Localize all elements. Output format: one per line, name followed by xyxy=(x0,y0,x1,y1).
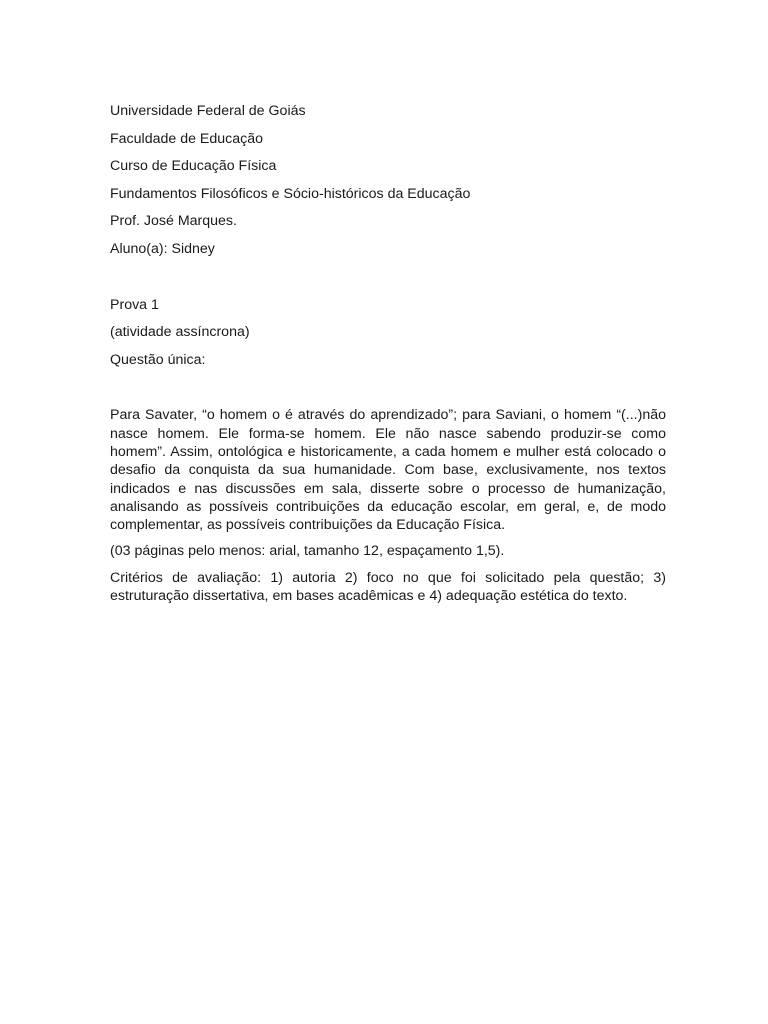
exam-title: Prova 1 xyxy=(110,296,159,313)
subject-name: Fundamentos Filosóficos e Sócio-históricos da Educação xyxy=(110,185,471,202)
spacer xyxy=(110,378,666,406)
faculty-name: Faculdade de Educação xyxy=(110,130,264,147)
exam-subtitle: (atividade assíncrona) xyxy=(110,324,250,341)
document-content xyxy=(110,102,666,613)
student-name: Aluno(a): Sidney xyxy=(110,240,215,257)
spacer xyxy=(110,268,666,296)
course-name: Curso de Educação Física xyxy=(110,158,277,175)
question-text: Para Savater, “o homem o é através do aprendizado”; para Saviani, o homem “(...)não nasce homem. Ele forma-se homem. Ele não nasce sabendo produzir-se como homem”. Assim, ontológica e historicamente, a cada homem e mulher está colocado o desafio da conquista da sua humanidade. Com base, exclusivamente, nos textos indicados e nas discussões em sala, disserte sobre o processo de humanização, analisando as possíveis contribuições da educação escolar, em geral, e, de modo complementar, as possíveis contribuições da Educação Física. xyxy=(110,407,666,534)
format-note: (03 páginas pelo menos: arial, tamanho 12, espaçamento 1,5). xyxy=(110,543,505,560)
university-name: Universidade Federal de Goiás xyxy=(110,103,306,119)
professor-name: Prof. José Marques. xyxy=(110,213,237,230)
evaluation-criteria: Critérios de avaliação: 1) autoria 2) foco no que foi solicitado pela questão; 3) estruturação dissertativa, em bases acadêmicas e 4) adequação estética do texto. xyxy=(110,569,666,605)
question-label: Questão única: xyxy=(110,351,206,368)
